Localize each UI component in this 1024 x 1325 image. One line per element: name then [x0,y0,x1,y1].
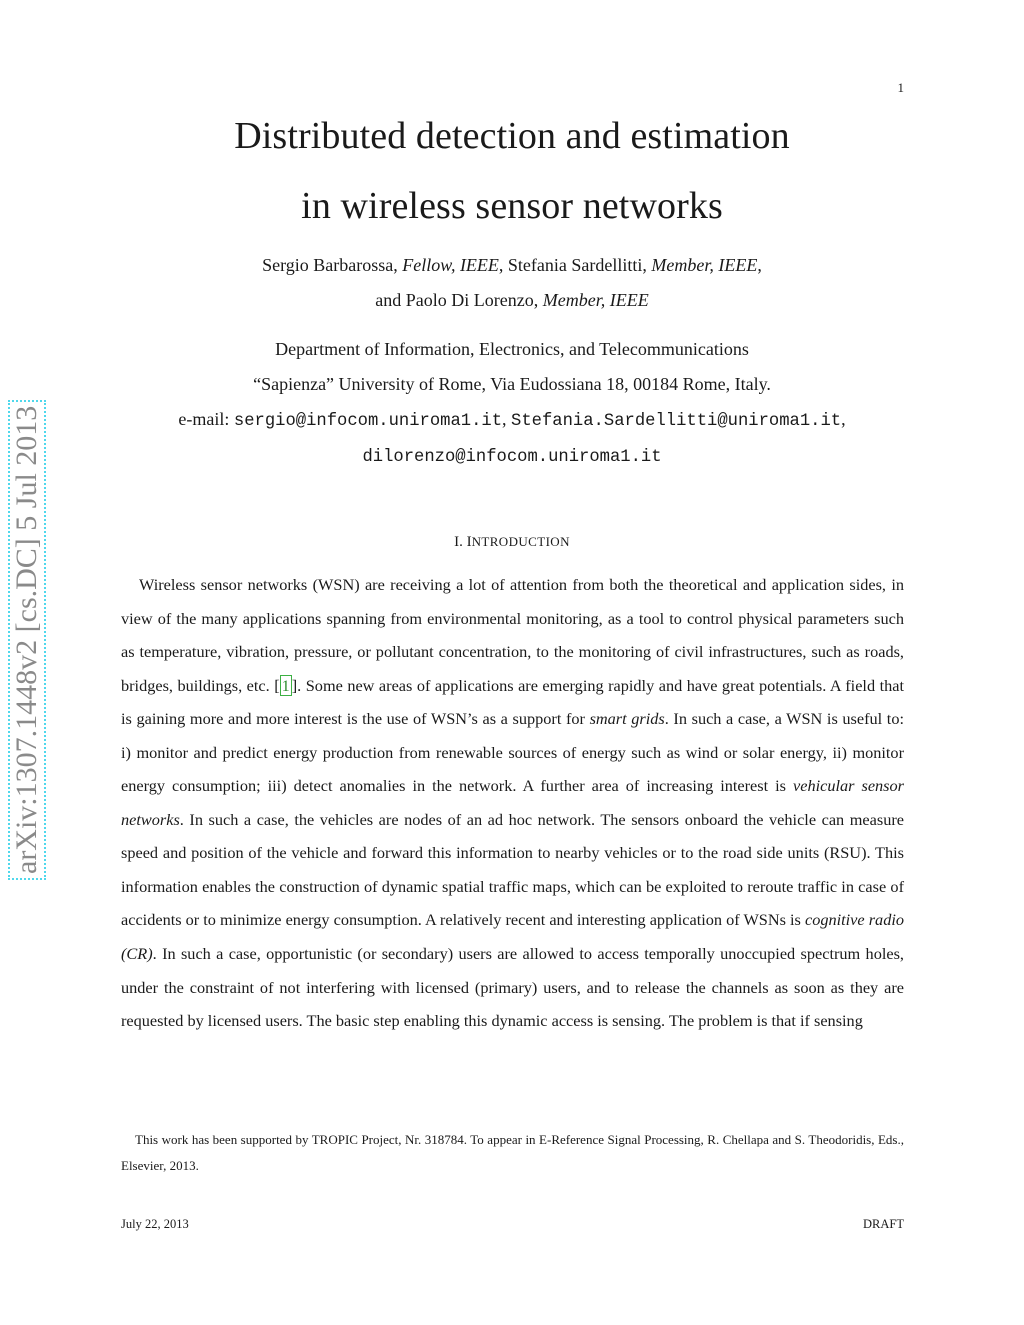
introduction-paragraph [121,568,904,1038]
email-line-2 [0,446,1024,466]
email-comma-1: , [502,409,512,429]
author-3-role: Member, IEEE [542,290,649,310]
email-barbarossa-link[interactable]: sergio@infocom.uniroma1.it [233,412,503,431]
section-title-initial: I [466,534,472,550]
body-text-segment-5: . In such a case, opportunistic (or secondary) users are allowed to access temporally unoccupied spectrum holes, under the constraint of not interfering with licensed (primary) users, and to release the channels as soon as they are requested by licensed users. The basic step enabling this dynamic access is sensing. The problem is that if sensing [121,944,904,1031]
author-line-1 [0,256,1024,274]
author-line-2 [0,291,1024,309]
body-text-segment-1: Wireless sensor networks (WSN) are receiving a lot of attention from both the theoretical and application sides, in view of the many applications spanning from environmental monitoring, as a tool to control physical parameters such as temperature, vibration, pressure, or pollutant concentration, to the monitoring of civil infrastructures, such as roads, bridges, buildings, etc. [ [121,575,904,695]
citation-link-1[interactable]: 1 [281,675,290,695]
email-label: e-mail: [178,409,234,429]
section-number: I. [454,534,467,550]
section-title-rest: NTRODUCTION [471,534,570,549]
section-heading-introduction [0,535,1024,550]
emphasis-smart-grids: smart grids [589,709,665,729]
email-line-1 [0,410,1024,430]
email-sardellitti-link[interactable]: Stefania.Sardellitti@uniroma1.it [511,412,842,431]
body-text-segment-2: ]. Some new areas of applications are emerging rapidly and have great potentials. A field that is gaining more and more interest is the use of WSN’s as a support for [121,675,905,729]
author-1-role: Fellow, IEEE [402,255,499,275]
email-dilorenzo-link[interactable]: dilorenzo@infocom.uniroma1.it [362,448,662,467]
author-2-name: , Stefania Sardellitti, [498,255,652,275]
emphasis-vehicular-sensor-networks: vehicular sensor networks [121,776,904,829]
footer-date: July 22, 2013 [121,1217,189,1231]
body-text-segment-3: . In such a case, a WSN is useful to: i) monitor and predict energy production from renewable sources of energy such as wind or solar energy, ii) monitor energy consumption; iii) detect anomalies in the network. A further area of increasing interest is [121,709,904,796]
funding-footnote: This work has been supported by TROPIC Project, Nr. 318784. To appear in E-Reference Signal Processing, R. Chellapa and S. Theodoridis, Eds., Elsevier, 2013. [121,1132,904,1173]
affiliation-department: Department of Information, Electronics, and Telecommunications [275,339,749,359]
paper-title-line-1: Distributed detection and estimation [234,115,790,157]
author-3-name: and Paolo Di Lorenzo, [375,290,543,310]
footer-draft-label: DRAFT [863,1217,904,1231]
email-comma-2: , [841,409,846,429]
paper-title-line-2: in wireless sensor networks [301,185,723,227]
emphasis-cognitive-radio: cognitive radio (CR) [121,910,904,964]
author-1-name: Sergio Barbarossa, [262,255,403,275]
author-separator: , [757,255,762,275]
affiliation-university: “Sapienza” University of Rome, Via Eudossiana 18, 00184 Rome, Italy. [253,374,771,394]
author-2-role: Member, IEEE [651,255,758,275]
page-number: 1 [897,80,904,95]
body-text-segment-4: . In such a case, the vehicles are nodes of an ad hoc network. The sensors onboard the vehicle can measure speed and position of the vehicle and forward this information to nearby vehicles or to the road side units (RSU). This information enables the construction of dynamic spatial traffic maps, which can be exploited to reroute traffic in case of accidents or to minimize energy consumption. A relatively recent and interesting application of WSNs is [121,809,904,930]
arxiv-identifier-stamp[interactable]: arXiv:1307.1448v2 [cs.DC] 5 Jul 2013 [8,400,46,880]
